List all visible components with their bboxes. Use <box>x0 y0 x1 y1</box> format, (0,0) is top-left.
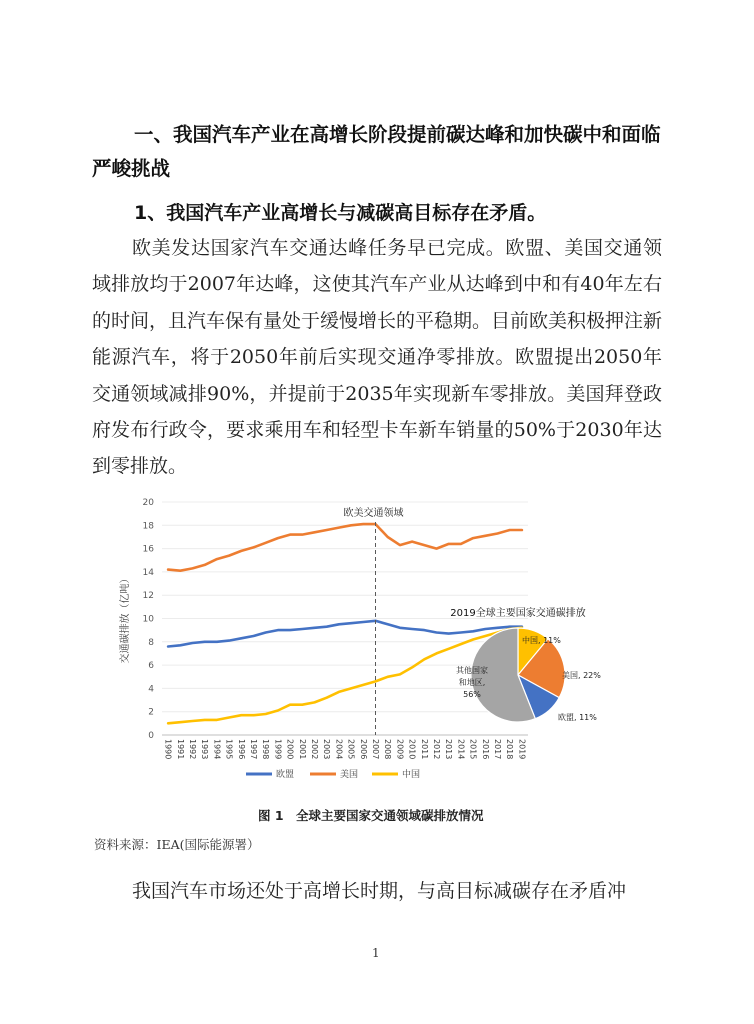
pie-label-eu: 欧盟, 11% <box>558 713 597 722</box>
series-line-美国 <box>168 524 522 571</box>
x-tick-label: 2011 <box>419 739 429 760</box>
subsection-heading: 1、我国汽车产业高增长与减碳高目标存在矛盾。 <box>134 202 547 224</box>
x-tick-label: 1997 <box>249 739 258 760</box>
pie-label-china: 中国, 11% <box>522 636 561 645</box>
y-tick-label: 8 <box>148 637 154 648</box>
pie-label-others: 56% <box>463 690 481 699</box>
x-tick-label: 2001 <box>297 739 307 760</box>
x-tick-label: 2013 <box>444 739 454 760</box>
y-tick-label: 16 <box>142 544 154 555</box>
x-tick-label: 2014 <box>456 739 466 760</box>
x-tick-label: 1994 <box>212 739 222 760</box>
legend-label: 欧盟 <box>276 770 295 780</box>
x-tick-label: 1991 <box>175 739 185 760</box>
legend-label: 中国 <box>402 770 421 780</box>
pie-label-others: 其他国家 <box>456 666 488 675</box>
x-tick-label: 2009 <box>395 739 405 760</box>
section-heading: 一、我国汽车产业在高增长阶段提前碳达峰和加快碳中和面临严峻挑战 <box>92 123 661 180</box>
body-paragraph-2: 我国汽车市场还处于高增长时期，与高目标减碳存在矛盾冲 <box>132 880 627 902</box>
x-tick-label: 1995 <box>224 739 234 760</box>
x-tick-label: 2000 <box>285 739 295 760</box>
y-tick-label: 14 <box>142 567 154 578</box>
x-axis <box>164 739 527 759</box>
legend-label: 美国 <box>340 770 359 780</box>
y-tick-label: 0 <box>148 731 154 741</box>
x-tick-label: 2006 <box>358 739 368 760</box>
x-tick-label: 2017 <box>493 739 502 760</box>
x-tick-label: 2010 <box>407 739 417 760</box>
y-tick-label: 6 <box>148 661 154 672</box>
emissions-figure <box>110 492 601 792</box>
y-tick-label: 18 <box>142 521 154 532</box>
annotation-label: 欧美交通领域 <box>343 508 404 519</box>
x-tick-label: 2005 <box>346 739 356 760</box>
x-tick-label: 2015 <box>468 739 478 760</box>
x-tick-label: 1996 <box>236 739 246 760</box>
x-tick-label: 1998 <box>261 739 271 760</box>
x-tick-label: 2002 <box>310 739 319 760</box>
body-paragraph-1: 欧美发达国家汽车交通达峰任务早已完成。欧盟、美国交通领域排放均于2007年达峰，这使其汽车产业从达峰到中和有40年左右的时间，且汽车保有量处于缓慢增长的平稳期。目前欧美积极押注新能源汽车，将于2050年前后实现交通净零排放。欧盟提出2050年交通领域减排90%，并提前于2035年实现新车零排放。美国拜登政府发布行政令，要求乘用车和轻型卡车新车销量的50%于2030年达到零排放。 <box>92 237 663 478</box>
y-tick-label: 20 <box>142 498 154 508</box>
x-tick-label: 1990 <box>163 739 173 760</box>
y-axis-label <box>118 574 131 664</box>
data-source: 资料来源：IEA(国际能源署） <box>94 837 260 852</box>
x-tick-label: 1999 <box>273 739 283 760</box>
pie-label-usa: 美国, 22% <box>562 671 601 680</box>
x-tick-label: 1992 <box>188 739 197 760</box>
y-tick-label: 10 <box>142 614 154 625</box>
x-tick-label: 2019 <box>517 739 527 760</box>
x-tick-label: 2008 <box>383 739 393 760</box>
y-tick-label: 12 <box>142 591 154 602</box>
y-tick-label: 2 <box>148 707 154 718</box>
x-tick-label: 2012 <box>432 739 441 760</box>
y-axis-grid <box>143 498 528 741</box>
y-axis-title: 交通碳排放（亿吨） <box>120 573 131 664</box>
legend <box>246 768 420 780</box>
x-tick-label: 2004 <box>334 739 344 760</box>
pie-title: 2019全球主要国家交通碳排放 <box>450 608 586 619</box>
figure-caption: 图 1 全球主要国家交通领域碳排放情况 <box>258 808 484 823</box>
x-tick-label: 2003 <box>322 739 332 760</box>
x-tick-label: 2007 <box>371 739 380 760</box>
x-tick-label: 1993 <box>200 739 210 760</box>
series-line-欧盟 <box>168 621 522 647</box>
x-tick-label: 2018 <box>505 739 515 760</box>
x-tick-label: 2016 <box>480 739 490 760</box>
y-tick-label: 4 <box>148 684 154 695</box>
page-number: 1 <box>372 946 380 960</box>
pie-chart <box>450 606 601 722</box>
pie-label-others: 和地区, <box>458 678 486 687</box>
